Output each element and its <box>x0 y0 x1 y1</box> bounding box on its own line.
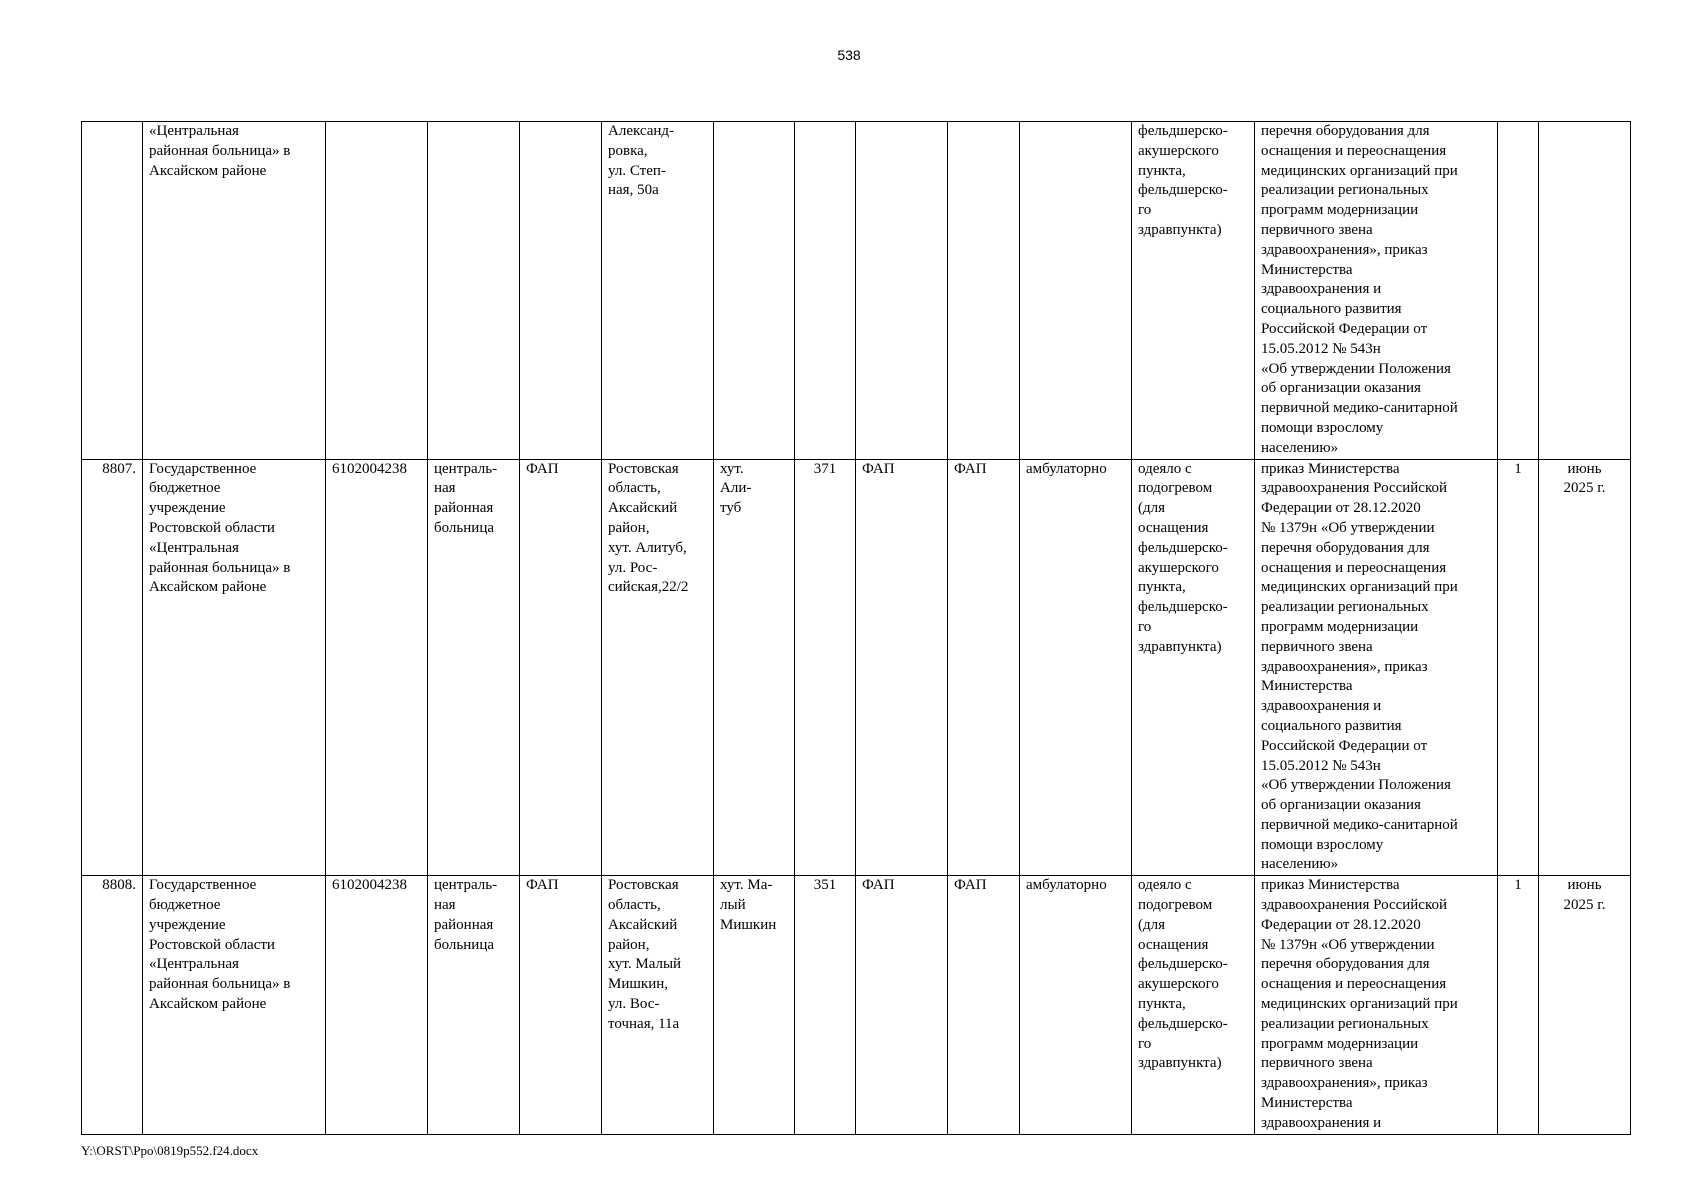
cell-line: Министерства <box>1261 1095 1353 1112</box>
care-mode-cell: амбулаторно <box>1020 876 1132 1134</box>
cell-line: акушерского <box>1138 559 1219 576</box>
inn-cell <box>326 122 428 460</box>
row-number-cell: 8808. <box>82 876 143 1134</box>
cell-line: приказ Министерства <box>1261 460 1400 477</box>
cell-line: помощи взрослому <box>1261 419 1384 436</box>
cell-line: сийская,22/2 <box>608 579 689 596</box>
cell-line: социального развития <box>1261 717 1402 734</box>
cell-line: больница <box>434 519 494 536</box>
cell-line: районная больница» в <box>149 559 291 576</box>
cell-line: район, <box>608 936 650 953</box>
cell-line: перечня оборудования для <box>1261 123 1430 139</box>
population-cell: 351 <box>795 876 856 1134</box>
cell-line: го <box>1138 202 1152 219</box>
cell-line: районная <box>434 500 494 517</box>
cell-line: здравоохранения», приказ <box>1261 1075 1428 1092</box>
date-cell <box>1539 876 1631 1134</box>
cell-line: медицинских организаций при <box>1261 996 1458 1013</box>
cell-line: реализации региональных <box>1261 1015 1429 1032</box>
cell-line: программ модернизации <box>1261 1035 1419 1052</box>
cell-line: го <box>1138 1035 1152 1052</box>
cell-line: июнь <box>1567 877 1602 894</box>
cell-line: перечня оборудования для <box>1261 539 1430 556</box>
cell-line: фельдшерско- <box>1138 123 1228 139</box>
cell-line: фельдшерско- <box>1138 1015 1228 1032</box>
cell-line: районная больница» в <box>149 142 291 159</box>
cell-line: Ростовская <box>608 877 679 894</box>
cell-line: пункта, <box>1138 579 1186 596</box>
cell-line: районная <box>434 916 494 933</box>
cell-line: приказ Министерства <box>1261 877 1400 894</box>
cell-line: здравоохранения и <box>1261 1114 1382 1131</box>
cell-line: Ростовская <box>608 460 679 477</box>
cell-line: первичного звена <box>1261 221 1373 238</box>
address-cell <box>602 459 714 876</box>
cell-line: «Об утверждении Положения <box>1261 360 1451 377</box>
facility-kind-cell <box>520 122 602 460</box>
cell-line: помощи взрослому <box>1261 836 1384 853</box>
cell-line: одеяло с <box>1138 877 1192 894</box>
population-cell: 371 <box>795 459 856 876</box>
cell-line: медицинских организаций при <box>1261 162 1458 179</box>
unit-cell: ФАП <box>856 459 948 876</box>
cell-line: Аксайском районе <box>149 996 267 1013</box>
cell-line: здравоохранения», приказ <box>1261 658 1428 675</box>
quantity-cell <box>1498 122 1539 460</box>
cell-line: хут. Ма- <box>720 877 773 894</box>
facility-type-cell <box>428 876 520 1134</box>
inn-cell: 6102004238 <box>326 459 428 876</box>
cell-line: акушерского <box>1138 976 1219 993</box>
inn-cell: 6102004238 <box>326 876 428 1134</box>
cell-line: районная больница» в <box>149 976 291 993</box>
cell-line: здравоохранения Российской <box>1261 480 1448 497</box>
cell-line: оснащения и переоснащения <box>1261 559 1447 576</box>
cell-line: го <box>1138 618 1152 635</box>
cell-line: Министерства <box>1261 678 1353 695</box>
cell-line: «Центральная <box>149 539 239 556</box>
unit-secondary-cell <box>948 122 1020 460</box>
cell-line: здравоохранения и <box>1261 281 1382 298</box>
cell-line: пункта, <box>1138 162 1186 179</box>
settlement-cell <box>714 876 795 1134</box>
table-row <box>82 459 1631 876</box>
cell-line: первичного звена <box>1261 1055 1373 1072</box>
cell-line: первичного звена <box>1261 638 1373 655</box>
cell-line: подогревом <box>1138 897 1213 914</box>
equipment-table <box>81 121 1631 1135</box>
cell-line: учреждение <box>149 500 226 517</box>
cell-line: учреждение <box>149 916 226 933</box>
settlement-cell <box>714 459 795 876</box>
cell-line: здравпункта) <box>1138 221 1222 238</box>
cell-line: (для <box>1138 500 1166 517</box>
cell-line: Александ- <box>608 123 675 139</box>
cell-line: фельдшерско- <box>1138 539 1228 556</box>
cell-line: Али- <box>720 480 752 497</box>
organization-cell <box>143 876 326 1134</box>
population-cell <box>795 122 856 460</box>
cell-line: акушерского <box>1138 142 1219 159</box>
cell-line: июнь <box>1567 460 1602 477</box>
cell-line: Государственное <box>149 877 257 894</box>
cell-line: хут. <box>720 460 744 477</box>
cell-line: медицинских организаций при <box>1261 579 1458 596</box>
address-cell <box>602 876 714 1134</box>
footer-file-path: Y:\ORST\Ppo\0819p552.f24.docx <box>81 1143 259 1158</box>
care-mode-cell: амбулаторно <box>1020 459 1132 876</box>
organization-cell <box>143 459 326 876</box>
cell-line: область, <box>608 480 661 497</box>
equipment-cell <box>1132 876 1255 1134</box>
legal-basis-cell <box>1255 459 1498 876</box>
address-cell <box>602 122 714 460</box>
cell-line: хут. Алитуб, <box>608 539 687 556</box>
cell-line: об организации оказания <box>1261 380 1421 397</box>
cell-line: Министерства <box>1261 261 1353 278</box>
cell-line: «Центральная <box>149 123 239 139</box>
cell-line: реализации региональных <box>1261 599 1429 616</box>
cell-line: № 1379н «Об утверждении <box>1261 936 1435 953</box>
cell-line: централь- <box>434 877 498 894</box>
facility-type-cell <box>428 459 520 876</box>
cell-line: ул. Рос- <box>608 559 658 576</box>
cell-line: оснащения и переоснащения <box>1261 976 1447 993</box>
cell-line: ул. Степ- <box>608 162 666 179</box>
quantity-cell: 1 <box>1498 876 1539 1134</box>
cell-line: (для <box>1138 916 1166 933</box>
cell-line: пункта, <box>1138 996 1186 1013</box>
cell-line: оснащения и переоснащения <box>1261 142 1447 159</box>
cell-line: фельдшерско- <box>1138 956 1228 973</box>
cell-line: первичной медико-санитарной <box>1261 400 1458 417</box>
cell-line: оснащения <box>1138 519 1209 536</box>
quantity-cell: 1 <box>1498 459 1539 876</box>
cell-line: 2025 г. <box>1563 897 1606 914</box>
cell-line: населению» <box>1261 856 1339 873</box>
cell-line: Российской Федерации от <box>1261 320 1428 337</box>
cell-line: ная <box>434 480 456 497</box>
unit-cell <box>856 122 948 460</box>
cell-line: централь- <box>434 460 498 477</box>
cell-line: ровка, <box>608 142 648 159</box>
cell-line: Аксайский <box>608 916 678 933</box>
cell-line: район, <box>608 519 650 536</box>
cell-line: Мишкин, <box>608 976 669 993</box>
legal-basis-cell <box>1255 122 1498 460</box>
cell-line: Аксайском районе <box>149 579 267 596</box>
unit-secondary-cell: ФАП <box>948 876 1020 1134</box>
cell-line: «Центральная <box>149 956 239 973</box>
cell-line: 2025 г. <box>1563 480 1606 497</box>
date-cell <box>1539 459 1631 876</box>
cell-line: область, <box>608 897 661 914</box>
cell-line: № 1379н «Об утверждении <box>1261 519 1435 536</box>
facility-type-cell <box>428 122 520 460</box>
cell-line: Российской Федерации от <box>1261 737 1428 754</box>
cell-line: «Об утверждении Положения <box>1261 777 1451 794</box>
cell-line: точная, 11а <box>608 1015 680 1032</box>
cell-line: подогревом <box>1138 480 1213 497</box>
table-row <box>82 122 1631 460</box>
page-number: 538 <box>837 47 861 63</box>
cell-line: ная, 50а <box>608 182 659 199</box>
cell-line: Ростовской области <box>149 519 275 536</box>
cell-line: первичной медико-санитарной <box>1261 816 1458 833</box>
row-number-cell: 8807. <box>82 459 143 876</box>
cell-line: населению» <box>1261 439 1339 456</box>
cell-line: одеяло с <box>1138 460 1192 477</box>
cell-line: 15.05.2012 № 543н <box>1261 757 1381 774</box>
cell-line: фельдшерско- <box>1138 599 1228 616</box>
cell-line: Ростовской области <box>149 936 275 953</box>
cell-line: программ модернизации <box>1261 618 1419 635</box>
facility-kind-cell: ФАП <box>520 459 602 876</box>
cell-line: Федерации от 28.12.2020 <box>1261 916 1421 933</box>
cell-line: туб <box>720 500 742 517</box>
equipment-cell <box>1132 122 1255 460</box>
cell-line: здравоохранения», приказ <box>1261 241 1428 258</box>
legal-basis-cell <box>1255 876 1498 1134</box>
cell-line: реализации региональных <box>1261 182 1429 199</box>
cell-line: ная <box>434 897 456 914</box>
organization-cell <box>143 122 326 460</box>
cell-line: перечня оборудования для <box>1261 956 1430 973</box>
equipment-cell <box>1132 459 1255 876</box>
cell-line: социального развития <box>1261 301 1402 318</box>
cell-line: здравоохранения и <box>1261 698 1382 715</box>
cell-line: здравпункта) <box>1138 1055 1222 1072</box>
cell-line: фельдшерско- <box>1138 182 1228 199</box>
care-mode-cell <box>1020 122 1132 460</box>
table-row <box>82 876 1631 1134</box>
unit-secondary-cell: ФАП <box>948 459 1020 876</box>
settlement-cell <box>714 122 795 460</box>
cell-line: Государственное <box>149 460 257 477</box>
cell-line: больница <box>434 936 494 953</box>
cell-line: Аксайский <box>608 500 678 517</box>
cell-line: здравпункта) <box>1138 638 1222 655</box>
cell-line: бюджетное <box>149 897 221 914</box>
cell-line: Аксайском районе <box>149 162 267 179</box>
cell-line: здравоохранения Российской <box>1261 897 1448 914</box>
cell-line: бюджетное <box>149 480 221 497</box>
cell-line: ул. Вос- <box>608 996 660 1013</box>
cell-line: хут. Малый <box>608 956 682 973</box>
cell-line: Федерации от 28.12.2020 <box>1261 500 1421 517</box>
cell-line: Мишкин <box>720 916 777 933</box>
row-number-cell <box>82 122 143 460</box>
cell-line: оснащения <box>1138 936 1209 953</box>
cell-line: 15.05.2012 № 543н <box>1261 340 1381 357</box>
cell-line: программ модернизации <box>1261 202 1419 219</box>
cell-line: об организации оказания <box>1261 797 1421 814</box>
date-cell <box>1539 122 1631 460</box>
cell-line: лый <box>720 897 746 914</box>
unit-cell: ФАП <box>856 876 948 1134</box>
facility-kind-cell: ФАП <box>520 876 602 1134</box>
